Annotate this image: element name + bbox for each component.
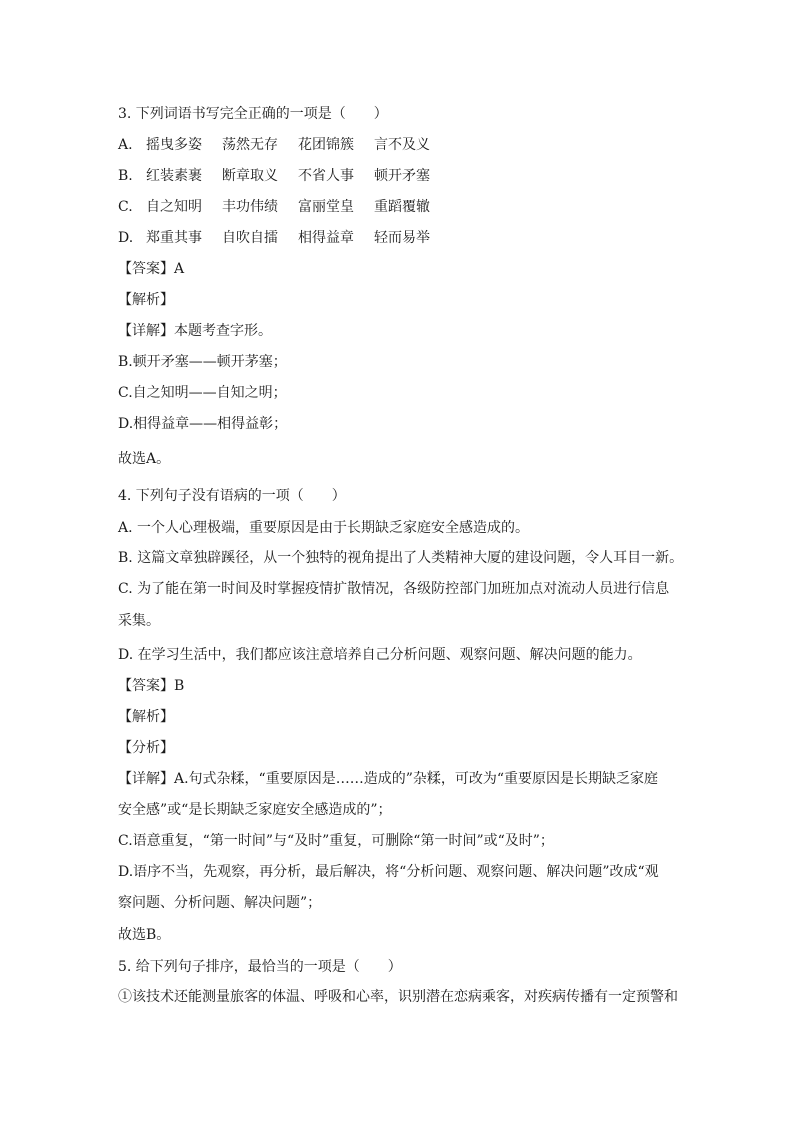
q4-detail-5: 察问题、分析问题、解决问题”；	[118, 895, 322, 911]
q3-detail: 【详解】本题考查字形。	[118, 323, 272, 339]
q4-detail-2: 安全感”或“是长期缺乏家庭安全感造成的”；	[118, 802, 392, 818]
q4-fenxi-heading: 【分析】	[118, 740, 174, 756]
q3-conclusion: 故选A。	[118, 451, 171, 467]
q3-stem: 3. 下列词语书写完全正确的一项是（ ）	[118, 106, 388, 122]
q4-answer: 【答案】B	[118, 678, 185, 694]
q4-option-c: C. 为了能在第一时间及时掌握疫情扩散情况，各级防控部门加班加点对流动人员进行信息	[118, 581, 670, 597]
q4-conclusion: 故选B。	[118, 927, 171, 943]
q3-note-c: C.自之知明——自知之明；	[118, 385, 287, 401]
q3-option-d: D. 郑重其事 自吹自擂 相得益章 轻而易举	[118, 230, 430, 246]
q3-option-c: C. 自之知明 丰功伟绩 富丽堂皇 重蹈覆辙	[118, 199, 430, 215]
q3-option-b: B. 红装素裹 断章取义 不省人事 顿开矛塞	[118, 168, 430, 184]
q4-detail-3: C.语意重复，“第一时间”与“及时”重复，可删除“第一时间”或“及时”；	[118, 833, 554, 849]
q3-analysis-heading: 【解析】	[118, 292, 174, 308]
q5-stem: 5. 给下列句子排序，最恰当的一项是（ ）	[118, 959, 402, 975]
q4-option-a: A. 一个人心理极端，重要原因是由于长期缺乏家庭安全感造成的。	[118, 520, 530, 536]
q5-sentence-1: ①该技术还能测量旅客的体温、呼吸和心率，识别潜在恋病乘客，对疾病传播有一定预警和	[118, 989, 678, 1005]
q3-answer: 【答案】A	[118, 261, 185, 277]
q4-option-b: B. 这篇文章独辟蹊径，从一个独特的视角提出了人类精神大厦的建设问题，令人耳目一新。	[118, 550, 684, 566]
q4-detail-4: D.语序不当，先观察，再分析，最后解决，将“分析问题、观察问题、解决问题”改成“观	[118, 864, 659, 880]
q3-note-b: B.顿开矛塞——顿开茅塞；	[118, 354, 287, 370]
q4-option-d: D. 在学习生活中，我们都应该注意培养自己分析问题、观察问题、解决问题的能力。	[118, 647, 642, 663]
q3-note-d: D.相得益章——相得益彰；	[118, 416, 288, 432]
q4-detail-1: 【详解】A.句式杂糅，“重要原因是……造成的”杂糅，可改为“重要原因是长期缺乏家庭	[118, 771, 659, 787]
q4-analysis-heading: 【解析】	[118, 709, 174, 725]
q3-option-a: A. 摇曳多姿 荡然无存 花团锦簇 言不及义	[118, 137, 430, 153]
q4-option-c-cont: 采集。	[118, 613, 160, 629]
q4-stem: 4. 下列句子没有语病的一项（ ）	[118, 488, 346, 504]
